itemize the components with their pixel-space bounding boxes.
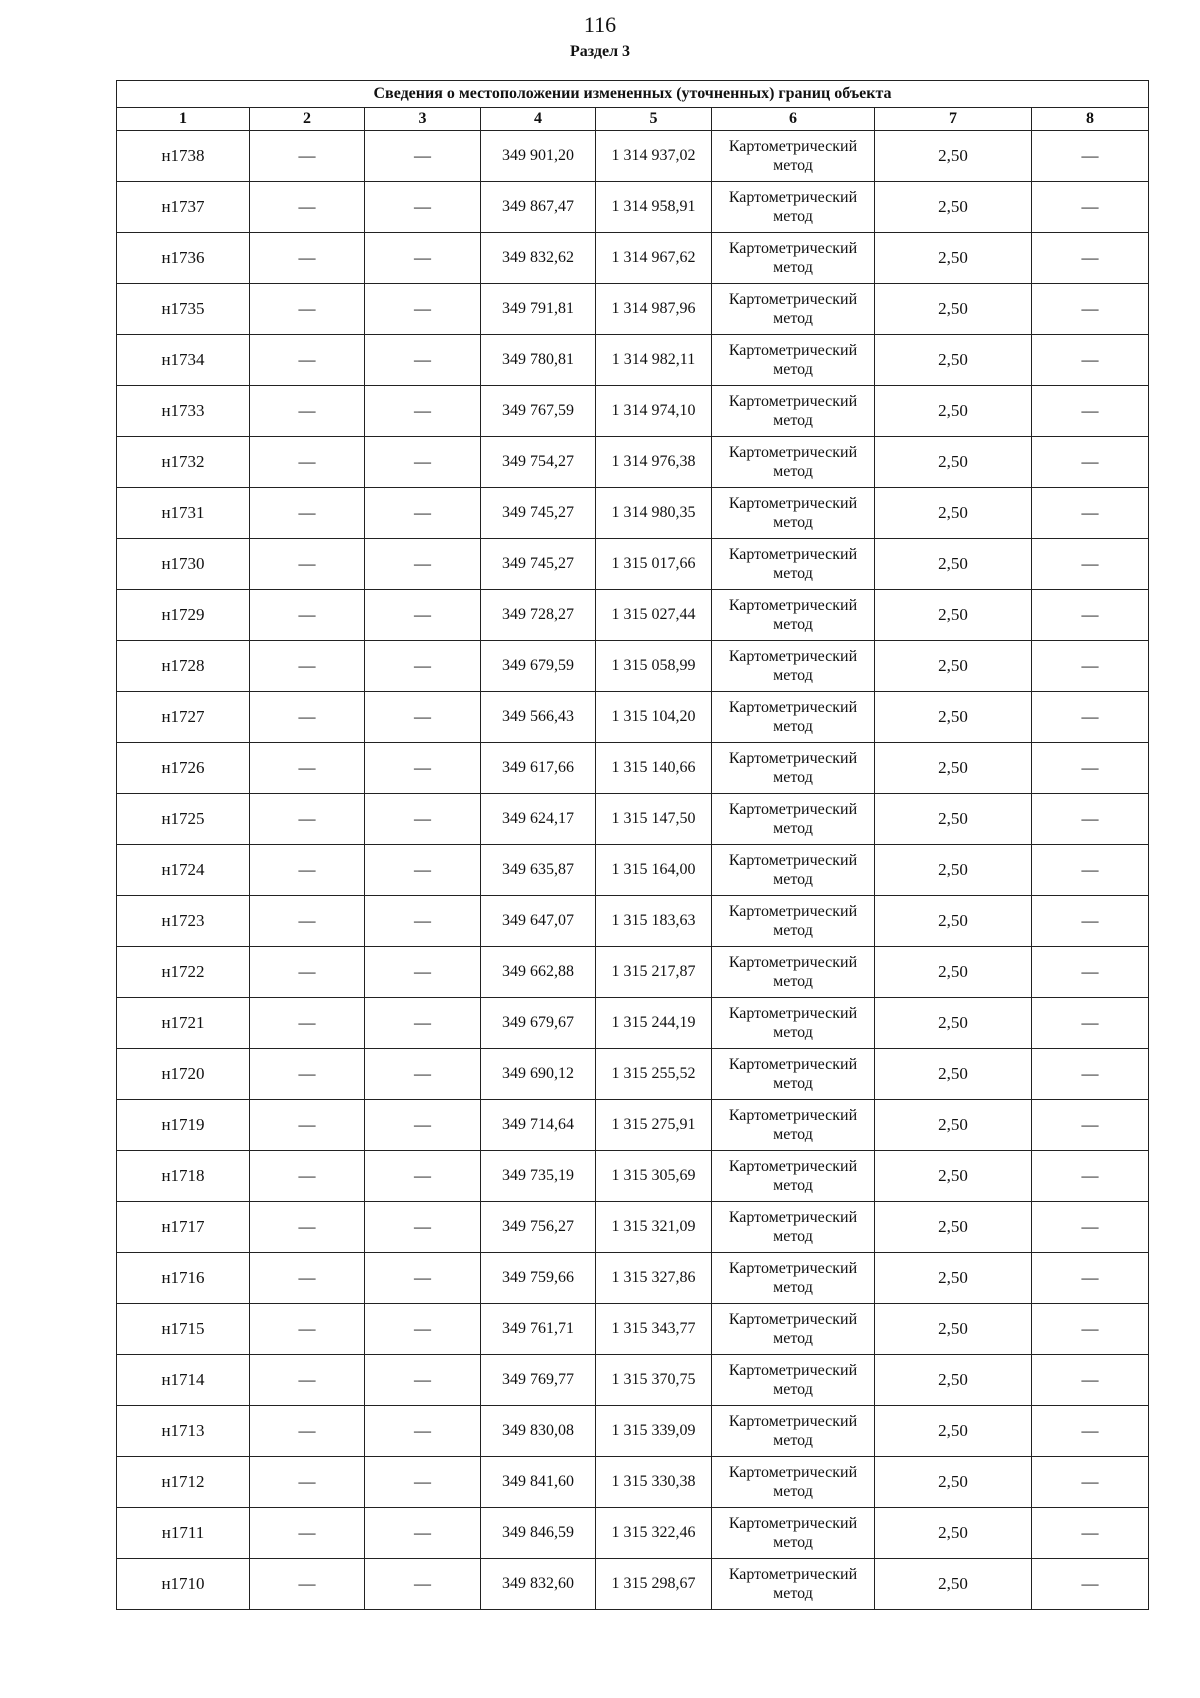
table-cell-col-6: Картометрический метод [712,1406,875,1457]
table-cell-col-6: Картометрический метод [712,131,875,182]
table-cell-col-4: 349 617,66 [481,743,596,794]
table-cell-col-8: — [1032,692,1149,743]
table-cell-col-7: 2,50 [875,1355,1032,1406]
table-cell-col-5: 1 315 104,20 [596,692,712,743]
table-row [117,182,1149,233]
table-cell-col-1: н1737 [117,182,250,233]
table-row [117,1100,1149,1151]
table-cell-col-8: — [1032,182,1149,233]
table-cell-col-8: — [1032,641,1149,692]
table-cell-col-3: — [365,386,481,437]
table-cell-col-8: — [1032,488,1149,539]
table-cell-col-2: — [250,641,365,692]
table-cell-col-8: — [1032,1253,1149,1304]
table-cell-col-1: н1723 [117,896,250,947]
table-cell-col-5: 1 314 980,35 [596,488,712,539]
table-cell-col-8: — [1032,1406,1149,1457]
table-cell-col-5: 1 314 937,02 [596,131,712,182]
table-cell-col-3: — [365,998,481,1049]
table-cell-col-6: Картометрический метод [712,641,875,692]
table-cell-col-4: 349 745,27 [481,488,596,539]
table-cell-col-3: — [365,284,481,335]
table-row [117,794,1149,845]
table-cell-col-2: — [250,488,365,539]
table-cell-col-1: н1720 [117,1049,250,1100]
table-cell-col-5: 1 315 305,69 [596,1151,712,1202]
table-cell-col-7: 2,50 [875,590,1032,641]
table-cell-col-7: 2,50 [875,284,1032,335]
table-caption: Сведения о местоположении измененных (уточненных) границ объекта [117,81,1149,108]
table-cell-col-4: 349 769,77 [481,1355,596,1406]
table-cell-col-3: — [365,1049,481,1100]
table-cell-col-8: — [1032,335,1149,386]
table-cell-col-2: — [250,896,365,947]
table-cell-col-1: н1711 [117,1508,250,1559]
table-row [117,1457,1149,1508]
table-cell-col-5: 1 315 322,46 [596,1508,712,1559]
table-cell-col-3: — [365,1151,481,1202]
table-cell-col-7: 2,50 [875,539,1032,590]
table-cell-col-6: Картометрический метод [712,335,875,386]
table-cell-col-6: Картометрический метод [712,488,875,539]
table-cell-col-1: н1733 [117,386,250,437]
table-cell-col-5: 1 315 330,38 [596,1457,712,1508]
table-row [117,641,1149,692]
table-cell-col-2: — [250,131,365,182]
table-cell-col-1: н1727 [117,692,250,743]
table-cell-col-6: Картометрический метод [712,182,875,233]
table-cell-col-3: — [365,1406,481,1457]
table-cell-col-4: 349 635,87 [481,845,596,896]
table-cell-col-7: 2,50 [875,896,1032,947]
table-cell-col-1: н1731 [117,488,250,539]
table-cell-col-4: 349 846,59 [481,1508,596,1559]
table-cell-col-4: 349 714,64 [481,1100,596,1151]
table-cell-col-8: — [1032,947,1149,998]
table-cell-col-7: 2,50 [875,1457,1032,1508]
table-cell-col-2: — [250,1049,365,1100]
table-cell-col-7: 2,50 [875,233,1032,284]
table-cell-col-2: — [250,947,365,998]
coordinates-table [116,80,1149,1610]
table-cell-col-3: — [365,896,481,947]
table-cell-col-2: — [250,539,365,590]
table-cell-col-5: 1 314 967,62 [596,233,712,284]
table-cell-col-8: — [1032,386,1149,437]
table-cell-col-7: 2,50 [875,1100,1032,1151]
table-cell-col-3: — [365,1559,481,1610]
table-row [117,590,1149,641]
table-row [117,845,1149,896]
table-cell-col-5: 1 315 058,99 [596,641,712,692]
table-cell-col-2: — [250,1355,365,1406]
column-number-4: 4 [481,108,596,131]
table-caption-row [117,81,1149,108]
table-row [117,233,1149,284]
table-cell-col-4: 349 662,88 [481,947,596,998]
table-cell-col-4: 349 791,81 [481,284,596,335]
table-cell-col-7: 2,50 [875,1202,1032,1253]
table-cell-col-6: Картометрический метод [712,692,875,743]
table-cell-col-1: н1736 [117,233,250,284]
table-cell-col-1: н1716 [117,1253,250,1304]
table-cell-col-3: — [365,539,481,590]
table-row [117,539,1149,590]
table-cell-col-1: н1728 [117,641,250,692]
table-cell-col-6: Картометрический метод [712,794,875,845]
table-cell-col-5: 1 314 958,91 [596,182,712,233]
table-row [117,743,1149,794]
table-cell-col-5: 1 314 987,96 [596,284,712,335]
column-number-5: 5 [596,108,712,131]
table-cell-col-3: — [365,743,481,794]
table-cell-col-4: 349 901,20 [481,131,596,182]
table-cell-col-7: 2,50 [875,131,1032,182]
table-cell-col-6: Картометрический метод [712,284,875,335]
column-number-8: 8 [1032,108,1149,131]
table-cell-col-1: н1714 [117,1355,250,1406]
table-cell-col-1: н1718 [117,1151,250,1202]
table-cell-col-8: — [1032,1100,1149,1151]
table-cell-col-1: н1730 [117,539,250,590]
table-cell-col-6: Картометрический метод [712,1049,875,1100]
table-cell-col-3: — [365,1355,481,1406]
table-cell-col-5: 1 315 370,75 [596,1355,712,1406]
column-number-6: 6 [712,108,875,131]
table-cell-col-4: 349 624,17 [481,794,596,845]
table-cell-col-4: 349 841,60 [481,1457,596,1508]
table-cell-col-1: н1713 [117,1406,250,1457]
table-cell-col-2: — [250,1559,365,1610]
table-row [117,131,1149,182]
table-cell-col-1: н1715 [117,1304,250,1355]
table-cell-col-6: Картометрический метод [712,437,875,488]
table-cell-col-2: — [250,1202,365,1253]
table-cell-col-2: — [250,590,365,641]
table-cell-col-3: — [365,1202,481,1253]
table-cell-col-6: Картометрический метод [712,1559,875,1610]
table-cell-col-5: 1 315 327,86 [596,1253,712,1304]
table-cell-col-3: — [365,794,481,845]
table-cell-col-2: — [250,845,365,896]
table-cell-col-3: — [365,335,481,386]
table-cell-col-3: — [365,1253,481,1304]
column-number-7: 7 [875,108,1032,131]
table-cell-col-8: — [1032,284,1149,335]
table-cell-col-6: Картометрический метод [712,386,875,437]
table-cell-col-5: 1 315 017,66 [596,539,712,590]
table-cell-col-1: н1726 [117,743,250,794]
table-cell-col-2: — [250,692,365,743]
table-cell-col-2: — [250,794,365,845]
table-cell-col-2: — [250,998,365,1049]
table-cell-col-4: 349 647,07 [481,896,596,947]
table-cell-col-4: 349 830,08 [481,1406,596,1457]
table-cell-col-5: 1 315 027,44 [596,590,712,641]
table-cell-col-4: 349 832,60 [481,1559,596,1610]
table-cell-col-5: 1 315 343,77 [596,1304,712,1355]
table-cell-col-1: н1729 [117,590,250,641]
table-cell-col-8: — [1032,1355,1149,1406]
table-cell-col-4: 349 679,59 [481,641,596,692]
table-row [117,1559,1149,1610]
section-title: Раздел 3 [569,43,631,60]
table-cell-col-6: Картометрический метод [712,233,875,284]
table-cell-col-7: 2,50 [875,1304,1032,1355]
table-cell-col-6: Картометрический метод [712,590,875,641]
table-cell-col-2: — [250,1406,365,1457]
table-cell-col-4: 349 761,71 [481,1304,596,1355]
table-cell-col-1: н1734 [117,335,250,386]
table-cell-col-7: 2,50 [875,437,1032,488]
table-cell-col-2: — [250,743,365,794]
column-number-3: 3 [365,108,481,131]
table-cell-col-5: 1 315 339,09 [596,1406,712,1457]
table-cell-col-6: Картометрический метод [712,998,875,1049]
table-cell-col-5: 1 315 275,91 [596,1100,712,1151]
table-cell-col-1: н1725 [117,794,250,845]
table-row [117,1406,1149,1457]
table-cell-col-1: н1719 [117,1100,250,1151]
table-cell-col-1: н1724 [117,845,250,896]
table-row [117,1355,1149,1406]
table-cell-col-5: 1 315 255,52 [596,1049,712,1100]
table-cell-col-1: н1721 [117,998,250,1049]
table-cell-col-8: — [1032,539,1149,590]
table-cell-col-2: — [250,1253,365,1304]
table-row [117,1049,1149,1100]
table-cell-col-2: — [250,284,365,335]
table-cell-col-7: 2,50 [875,641,1032,692]
table-cell-col-8: — [1032,1049,1149,1100]
table-cell-col-1: н1735 [117,284,250,335]
table-cell-col-1: н1738 [117,131,250,182]
table-cell-col-1: н1712 [117,1457,250,1508]
table-cell-col-8: — [1032,998,1149,1049]
table-cell-col-3: — [365,590,481,641]
column-number-1: 1 [117,108,250,131]
table-cell-col-4: 349 767,59 [481,386,596,437]
table-cell-col-4: 349 679,67 [481,998,596,1049]
table-cell-col-8: — [1032,794,1149,845]
table-cell-col-6: Картометрический метод [712,1355,875,1406]
table-cell-col-8: — [1032,590,1149,641]
table-cell-col-8: — [1032,845,1149,896]
table-cell-col-7: 2,50 [875,1253,1032,1304]
table-row [117,335,1149,386]
table-cell-col-5: 1 315 321,09 [596,1202,712,1253]
table-cell-col-7: 2,50 [875,386,1032,437]
table-cell-col-4: 349 754,27 [481,437,596,488]
table-cell-col-8: — [1032,1202,1149,1253]
table-cell-col-4: 349 867,47 [481,182,596,233]
table-cell-col-2: — [250,335,365,386]
table-cell-col-3: — [365,692,481,743]
table-cell-col-7: 2,50 [875,845,1032,896]
table-cell-col-2: — [250,233,365,284]
table-cell-col-3: — [365,131,481,182]
table-cell-col-2: — [250,437,365,488]
table-cell-col-4: 349 566,43 [481,692,596,743]
table-cell-col-6: Картометрический метод [712,1304,875,1355]
table-cell-col-7: 2,50 [875,1559,1032,1610]
page-number: 116 [583,12,617,37]
table-cell-col-6: Картометрический метод [712,539,875,590]
table-cell-col-8: — [1032,1151,1149,1202]
table-cell-col-4: 349 780,81 [481,335,596,386]
table-cell-col-7: 2,50 [875,335,1032,386]
table-cell-col-6: Картометрический метод [712,1202,875,1253]
table-cell-col-3: — [365,233,481,284]
table-cell-col-5: 1 315 217,87 [596,947,712,998]
table-cell-col-6: Картометрический метод [712,1151,875,1202]
table-row [117,1304,1149,1355]
table-row [117,1202,1149,1253]
table-row [117,284,1149,335]
table-cell-col-8: — [1032,1508,1149,1559]
column-number-row [117,108,1149,131]
table-cell-col-3: — [365,488,481,539]
table-cell-col-7: 2,50 [875,947,1032,998]
table-cell-col-6: Картометрический метод [712,1100,875,1151]
table-cell-col-7: 2,50 [875,1406,1032,1457]
table-cell-col-8: — [1032,1304,1149,1355]
table-cell-col-8: — [1032,233,1149,284]
table-cell-col-6: Картометрический метод [712,845,875,896]
table-cell-col-6: Картометрический метод [712,896,875,947]
table-row [117,488,1149,539]
table-cell-col-5: 1 315 298,67 [596,1559,712,1610]
table-cell-col-4: 349 690,12 [481,1049,596,1100]
table-cell-col-6: Картометрический метод [712,1457,875,1508]
table-row [117,437,1149,488]
table-cell-col-3: — [365,845,481,896]
table-cell-col-5: 1 315 183,63 [596,896,712,947]
table-cell-col-2: — [250,1508,365,1559]
table-cell-col-5: 1 315 147,50 [596,794,712,845]
table-cell-col-2: — [250,1100,365,1151]
table-cell-col-7: 2,50 [875,182,1032,233]
table-cell-col-2: — [250,1457,365,1508]
table-cell-col-3: — [365,1304,481,1355]
table-cell-col-5: 1 314 982,11 [596,335,712,386]
table-cell-col-4: 349 745,27 [481,539,596,590]
table-cell-col-1: н1710 [117,1559,250,1610]
table-cell-col-3: — [365,641,481,692]
table-row [117,947,1149,998]
table-cell-col-6: Картометрический метод [712,1508,875,1559]
table-cell-col-3: — [365,182,481,233]
table-cell-col-8: — [1032,743,1149,794]
table-cell-col-2: — [250,1304,365,1355]
table-cell-col-7: 2,50 [875,743,1032,794]
table-cell-col-4: 349 735,19 [481,1151,596,1202]
table-cell-col-8: — [1032,131,1149,182]
column-number-2: 2 [250,108,365,131]
table-cell-col-7: 2,50 [875,488,1032,539]
table-cell-col-5: 1 314 974,10 [596,386,712,437]
table-cell-col-1: н1722 [117,947,250,998]
table-cell-col-3: — [365,1457,481,1508]
table-cell-col-3: — [365,1100,481,1151]
table-cell-col-5: 1 314 976,38 [596,437,712,488]
table-cell-col-2: — [250,1151,365,1202]
table-cell-col-7: 2,50 [875,692,1032,743]
table-cell-col-3: — [365,947,481,998]
table-cell-col-7: 2,50 [875,1151,1032,1202]
table-cell-col-5: 1 315 164,00 [596,845,712,896]
table-cell-col-4: 349 832,62 [481,233,596,284]
table-cell-col-1: н1717 [117,1202,250,1253]
table-cell-col-7: 2,50 [875,794,1032,845]
table-row [117,1253,1149,1304]
table-cell-col-5: 1 315 244,19 [596,998,712,1049]
table-cell-col-8: — [1032,1559,1149,1610]
table-cell-col-2: — [250,386,365,437]
table-cell-col-4: 349 756,27 [481,1202,596,1253]
table-cell-col-3: — [365,437,481,488]
table-cell-col-8: — [1032,1457,1149,1508]
table-cell-col-3: — [365,1508,481,1559]
table-cell-col-8: — [1032,896,1149,947]
table-cell-col-7: 2,50 [875,1508,1032,1559]
table-cell-col-4: 349 759,66 [481,1253,596,1304]
table-cell-col-5: 1 315 140,66 [596,743,712,794]
table-cell-col-6: Картометрический метод [712,743,875,794]
table-row [117,692,1149,743]
table-cell-col-6: Картометрический метод [712,947,875,998]
table-cell-col-4: 349 728,27 [481,590,596,641]
table-cell-col-7: 2,50 [875,1049,1032,1100]
table-cell-col-8: — [1032,437,1149,488]
table-cell-col-7: 2,50 [875,998,1032,1049]
table-row [117,1508,1149,1559]
table-cell-col-6: Картометрический метод [712,1253,875,1304]
table-body [117,131,1149,1610]
table-row [117,1151,1149,1202]
table-cell-col-2: — [250,182,365,233]
table-row [117,896,1149,947]
table-row [117,386,1149,437]
table-row [117,998,1149,1049]
table-cell-col-1: н1732 [117,437,250,488]
